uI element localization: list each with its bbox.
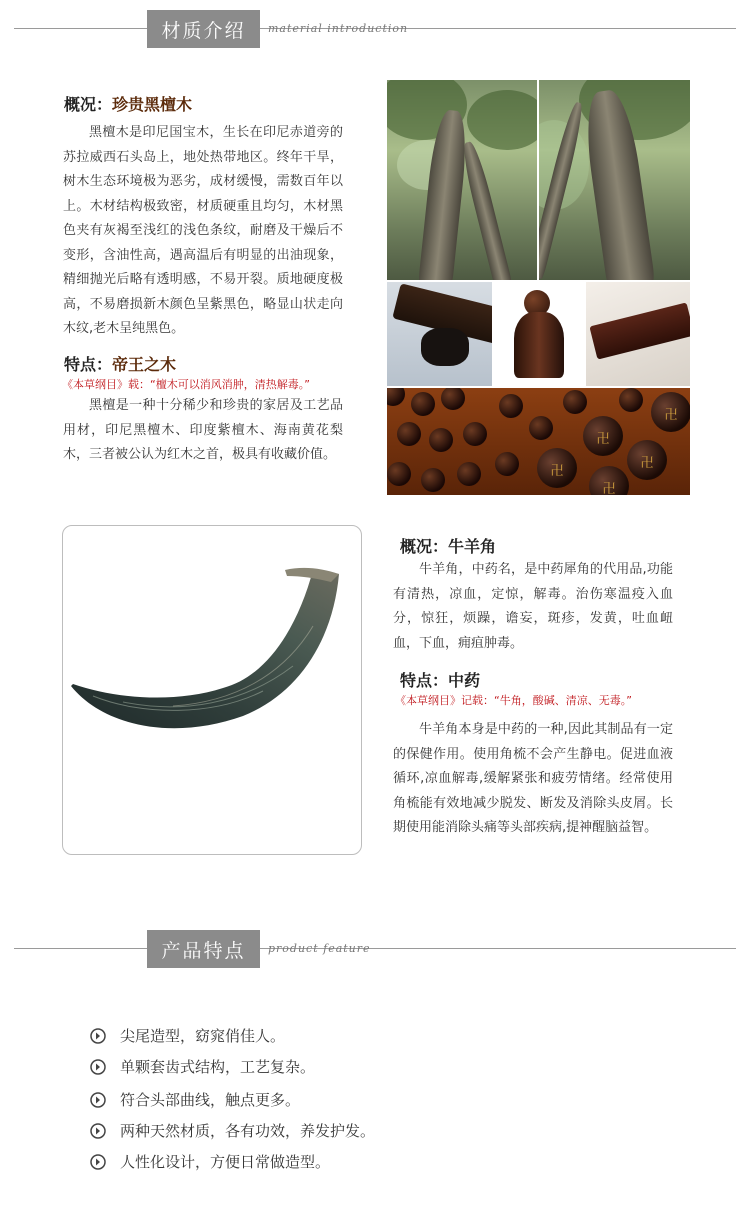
list-item: [90, 1084, 375, 1115]
tree-photo-left: [387, 80, 537, 280]
ebony-box-photo: [586, 282, 690, 386]
chevron-right-icon: [90, 1123, 106, 1139]
bead-glyph: 卍: [550, 464, 564, 479]
horn-feature-text: 牛羊角本身是中药的一种,因此其制品有一定的保健作用。使用角梳不会产生静电。促进血液循环,凉血解毒,缓解紧张和疲劳情绪。经常使用角梳能有效地减少脱发、断发及消除头皮屑。长期使用能消除头痛等头部疾病,提神醒脑益智。: [393, 722, 673, 835]
section-title-tag: 材质介绍: [147, 10, 260, 48]
feature-value: 帝王之木: [112, 355, 177, 374]
horn-image: [63, 526, 361, 854]
chevron-right-icon: [90, 1092, 106, 1108]
ebony-statue-photo: [494, 282, 584, 386]
ebony-overview-heading: [64, 92, 192, 115]
ebony-photo-collage: [387, 80, 690, 495]
section-subtitle: product feature: [268, 942, 371, 955]
horn-overview-heading: 概况：牛羊角: [400, 537, 497, 556]
list-item: [90, 1146, 375, 1177]
feature-list: [90, 1020, 375, 1177]
list-item: [90, 1020, 375, 1051]
section-title-tag: 产品特点: [147, 930, 260, 968]
product-section-header: [0, 920, 750, 960]
chevron-right-icon: [90, 1154, 106, 1170]
ebony-quote: 《本草纲目》载：“檀木可以消风消肿，清热解毒。”: [62, 378, 310, 391]
feature-text: 尖尾造型，窈窕俏佳人。: [120, 1027, 286, 1045]
chevron-right-icon: [90, 1028, 106, 1044]
feature-text: 符合头部曲线，触点更多。: [120, 1091, 301, 1109]
ebony-instrument-photo: [387, 282, 492, 386]
horn-quote: 《本草纲目》记载：“牛角，酸碱、清凉、无毒。”: [395, 694, 632, 707]
horn-feature-value: 中药: [448, 671, 481, 690]
header-rule: [14, 948, 736, 949]
material-section-header: [0, 0, 750, 40]
ebony-overview-text: 黑檀木是印尼国宝木，生长在印尼赤道旁的苏拉威西石头岛上，地处热带地区。终年干旱，树木生态环境极为恶劣，成材缓慢，需数百年以上。木材结构极致密，材质硬重且均匀，木材黑色夹有灰褐至浅红的浅色条纹，耐磨及干燥后不变形，含油性高，遇高温后有明显的出油现象，精细抛光后略有透明感，不易开裂。质地硬度极高，不易磨损新木颜色呈紫黑色，略显山状走向木纹,老木呈纯黑色。: [63, 125, 343, 336]
horn-image-frame: [62, 525, 362, 855]
horn-feature-heading: 特点：中药: [400, 671, 481, 690]
ebony-feature-text: 黑檀是一种十分稀少和珍贵的家居及工艺品用材，印尼黑檀木、印度紫檀木、海南黄花梨木，三者被公认为红木之首，极具有收藏价值。: [63, 398, 343, 462]
overview-label: 概况：: [64, 95, 113, 114]
tree-photo-right: [539, 80, 690, 280]
feature-text: 人性化设计，方便日常做造型。: [120, 1153, 331, 1171]
feature-label: 特点：: [64, 355, 113, 374]
overview-value: 珍贵黑檀木: [112, 95, 193, 114]
horn-overview-value: 牛羊角: [448, 537, 497, 556]
section-subtitle: material introduction: [268, 22, 409, 35]
feature-text: 两种天然材质，各有功效，养发护发。: [120, 1122, 376, 1140]
chevron-right-icon: [90, 1059, 106, 1075]
feature-text: 单颗套齿式结构，工艺复杂。: [120, 1058, 316, 1076]
list-item: [90, 1051, 375, 1082]
list-item: [90, 1115, 375, 1146]
horn-overview-text: 牛羊角，中药名，是中药犀角的代用品,功能有清热，凉血，定惊，解毒。治伤寒温疫入血分，惊狂，烦躁，谵妄，斑疹，发黄，吐血衄血，下血，痈疽肿毒。: [393, 562, 673, 651]
ebony-beads-photo: 卍 卍 卍 卍 卍: [387, 388, 690, 495]
ebony-feature-heading: [64, 352, 176, 375]
